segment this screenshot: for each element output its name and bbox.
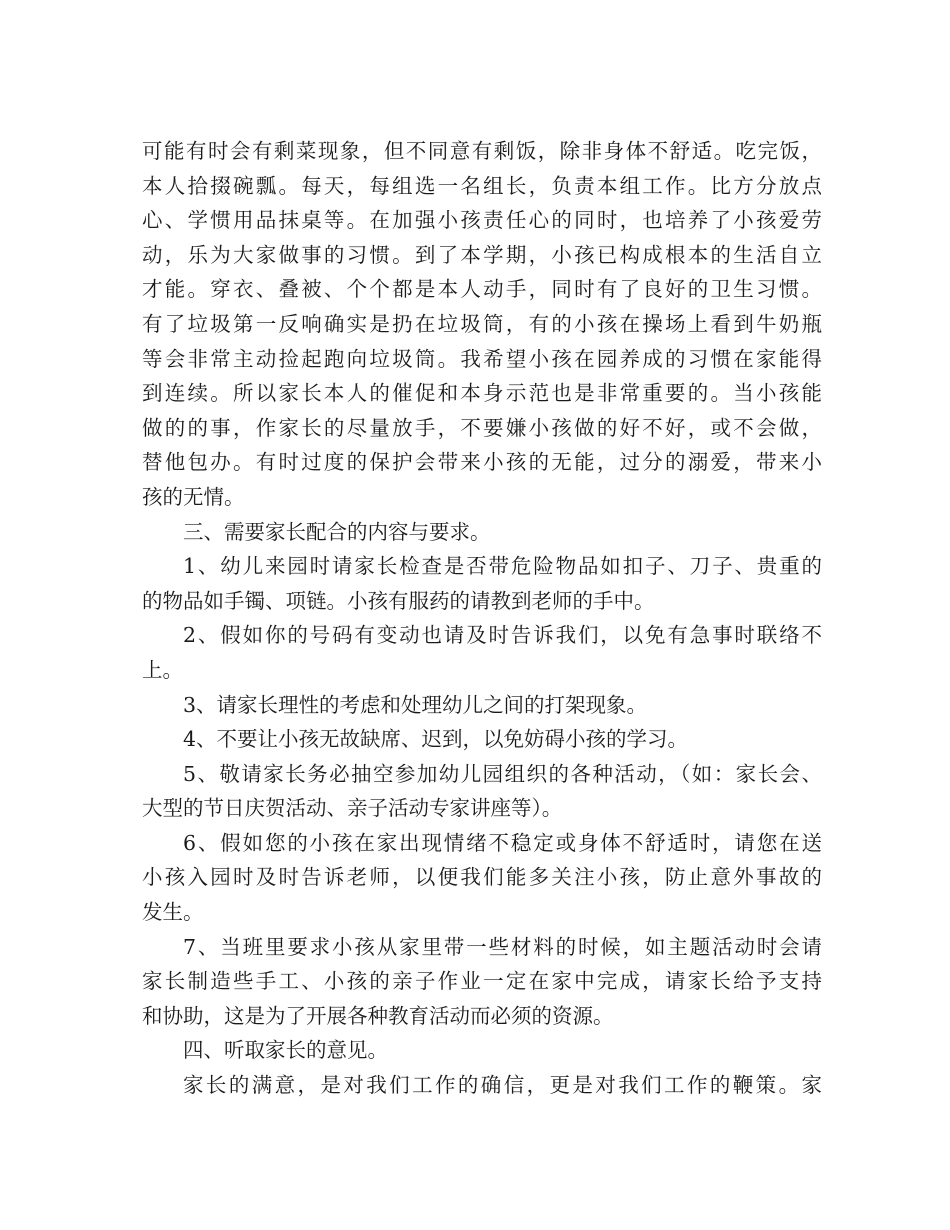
list-item: 1、幼儿来园时请家长检查是否带危险物品如扣子、刀子、贵重的	[183, 554, 822, 579]
text-line: 做的的事，作家长的尽量放手，不要嫌小孩做的好不好，或不会做，	[142, 415, 822, 440]
text-line: 上。	[142, 657, 183, 682]
text-line: 动，乐为大家做事的习惯。到了本学期，小孩已构成根本的生活自立	[142, 242, 822, 267]
section-heading: 三、需要家长配合的内容与要求。	[183, 519, 491, 544]
text-line: 心、学惯用品抹桌等。在加强小孩责任心的同时，也培养了小孩爱劳	[142, 208, 822, 233]
text-line: 有了垃圾第一反响确实是扔在垃圾筒，有的小孩在操场上看到牛奶瓶	[142, 311, 822, 336]
list-item: 5、敬请家长务必抽空参加幼儿园组织的各种活动，（如：家长会、	[183, 761, 822, 786]
text-line: 大型的节日庆贺活动、亲子活动专家讲座等）。	[142, 796, 563, 821]
text-line: 到连续。所以家长本人的催促和本身示范也是非常重要的。当小孩能	[142, 381, 822, 406]
text-line: 可能有时会有剩菜现象，但不同意有剩饭，除非身体不舒适。吃完饭，	[142, 139, 822, 163]
list-item: 6、假如您的小孩在家出现情绪不稳定或身体不舒适时，请您在送	[183, 830, 822, 855]
text-line: 发生。	[142, 900, 204, 925]
text-line: 孩的无情。	[142, 484, 245, 509]
text-line: 家长的满意，是对我们工作的确信，更是对我们工作的鞭策。家	[183, 1073, 822, 1098]
text-line: 替他包办。有时过度的保护会带来小孩的无能，过分的溺爱，带来小	[142, 450, 822, 475]
text-line: 的物品如手镯、项链。小孩有服药的请教到老师的手中。	[142, 588, 655, 613]
list-item: 4、不要让小孩无故缺席、迟到，以免妨碍小孩的学习。	[183, 727, 689, 752]
list-item: 3、请家长理性的考虑和处理幼儿之间的打架现象。	[183, 692, 648, 717]
text-line: 本人拾掇碗瓢。每天，每组选一名组长，负责本组工作。比方分放点	[142, 173, 822, 198]
text-line: 才能。穿衣、叠被、个个都是本人动手，同时有了良好的卫生习惯。	[142, 277, 822, 302]
document-body	[142, 134, 822, 1103]
text-line: 和协助，这是为了开展各种教育活动而必须的资源。	[142, 1003, 614, 1028]
text-line: 家长制造些手工、小孩的亲子作业一定在家中完成，请家长给予支持	[142, 969, 822, 994]
text-line: 等会非常主动捡起跑向垃圾筒。我希望小孩在园养成的习惯在家能得	[142, 346, 822, 371]
list-item: 2、假如你的号码有变动也请及时告诉我们，以免有急事时联络不	[183, 623, 822, 648]
list-item: 7、当班里要求小孩从家里带一些材料的时候，如主题活动时会请	[183, 934, 822, 959]
text-line: 小孩入园时及时告诉老师，以便我们能多关注小孩，防止意外事故的	[142, 865, 822, 890]
section-heading: 四、听取家长的意见。	[183, 1038, 388, 1063]
